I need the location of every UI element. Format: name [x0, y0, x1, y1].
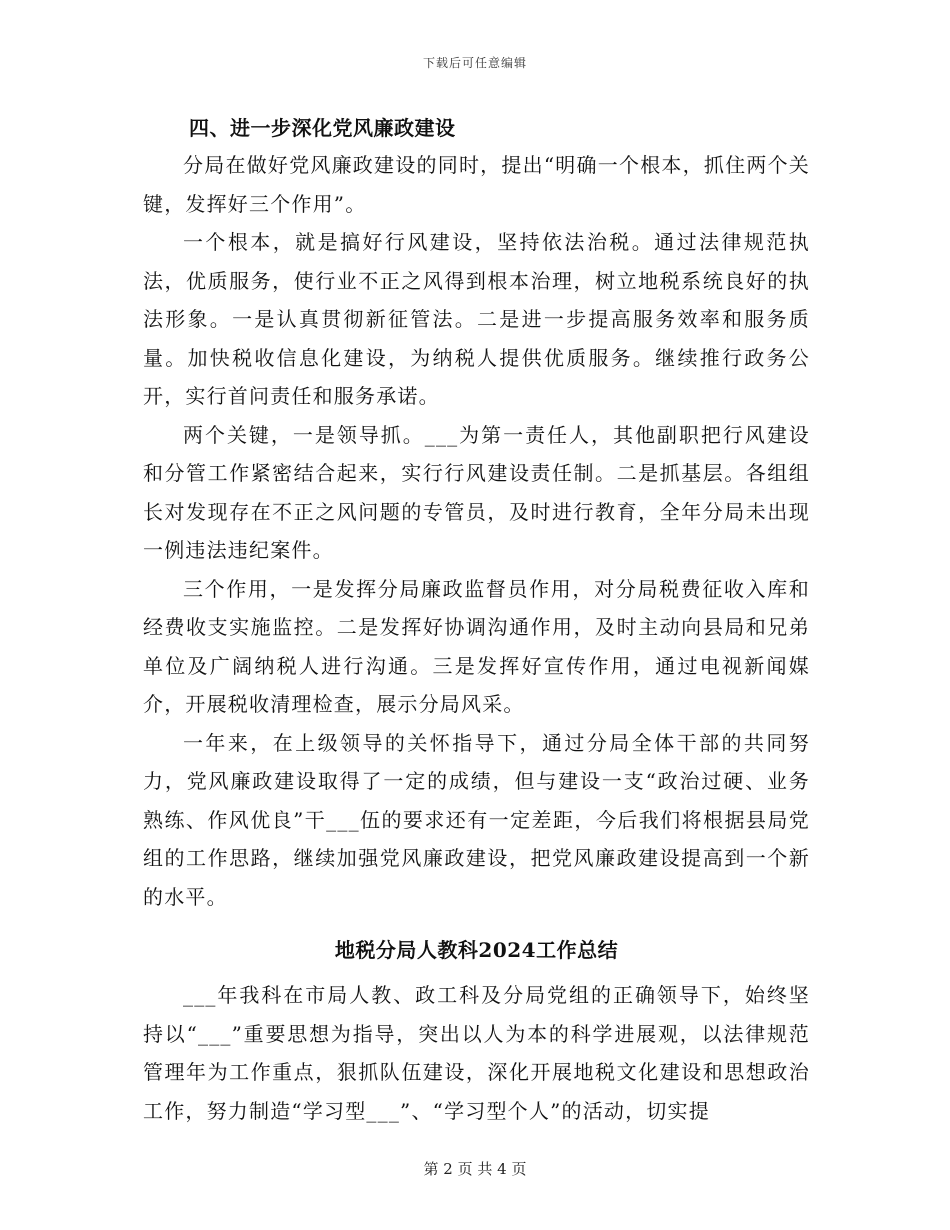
section-heading: 四、进一步深化党风廉政建设	[189, 116, 456, 140]
paragraph: 一年来，在上级领导的关怀指导下，通过分局全体干部的共同努力，党风廉政建设取得了一定的成绩，但与建设一支“政治过硬、业务熟练、作风优良”干___伍的要求还有一定差距，今后我们将根据县局党组的工作思路，继续加强党风廉政建设，把党风廉政建设提高到一个新的水平。	[143, 730, 810, 909]
paragraph: 两个关键，一是领导抓。___为第一责任人，其他副职把行风建设和分管工作紧密结合起来，实行行风建设责任制。二是抓基层。各组组长对发现存在不正之风问题的专管员，及时进行教育，全年分局未出现一例违法违纪案件。	[143, 422, 810, 562]
document-body	[143, 110, 810, 1130]
paragraph: ___年我科在市局人教、政工科及分局党组的正确领导下，始终坚持以“___”重要思想为指导，突出以人为本的科学进展观，以法律规范管理年为工作重点，狠抓队伍建设，深化开展地税文化建设和思想政治工作，努力制造“学习型___”、“学习型个人”的活动，切实提	[143, 983, 810, 1123]
header-note: 下载后可任意编辑	[422, 56, 527, 70]
paragraph: 三个作用，一是发挥分局廉政监督员作用，对分局税费征收入库和经费收支实施监控。二是发挥好协调沟通作用，及时主动向县局和兄弟单位及广阔纳税人进行沟通。三是发挥好宣传作用，通过电视新闻媒介，开展税收清理检查，展示分局风采。	[143, 576, 810, 716]
paragraph: 一个根本，就是搞好行风建设，坚持依法治税。通过法律规范执法，优质服务，使行业不正之风得到根本治理，树立地税系统良好的执法形象。一是认真贯彻新征管法。二是进一步提高服务效率和服务质量。加快税收信息化建设，为纳税人提供优质服务。继续推行政务公开，实行首问责任和服务承诺。	[143, 230, 810, 408]
page-number: 第 2 页 共 4 页	[423, 1160, 527, 1178]
paragraph: 分局在做好党风廉政建设的同时，提出“明确一个根本，抓住两个关键，发挥好三个作用”。	[143, 153, 810, 216]
document-title: 地税分局人教科2024工作总结	[334, 938, 619, 962]
